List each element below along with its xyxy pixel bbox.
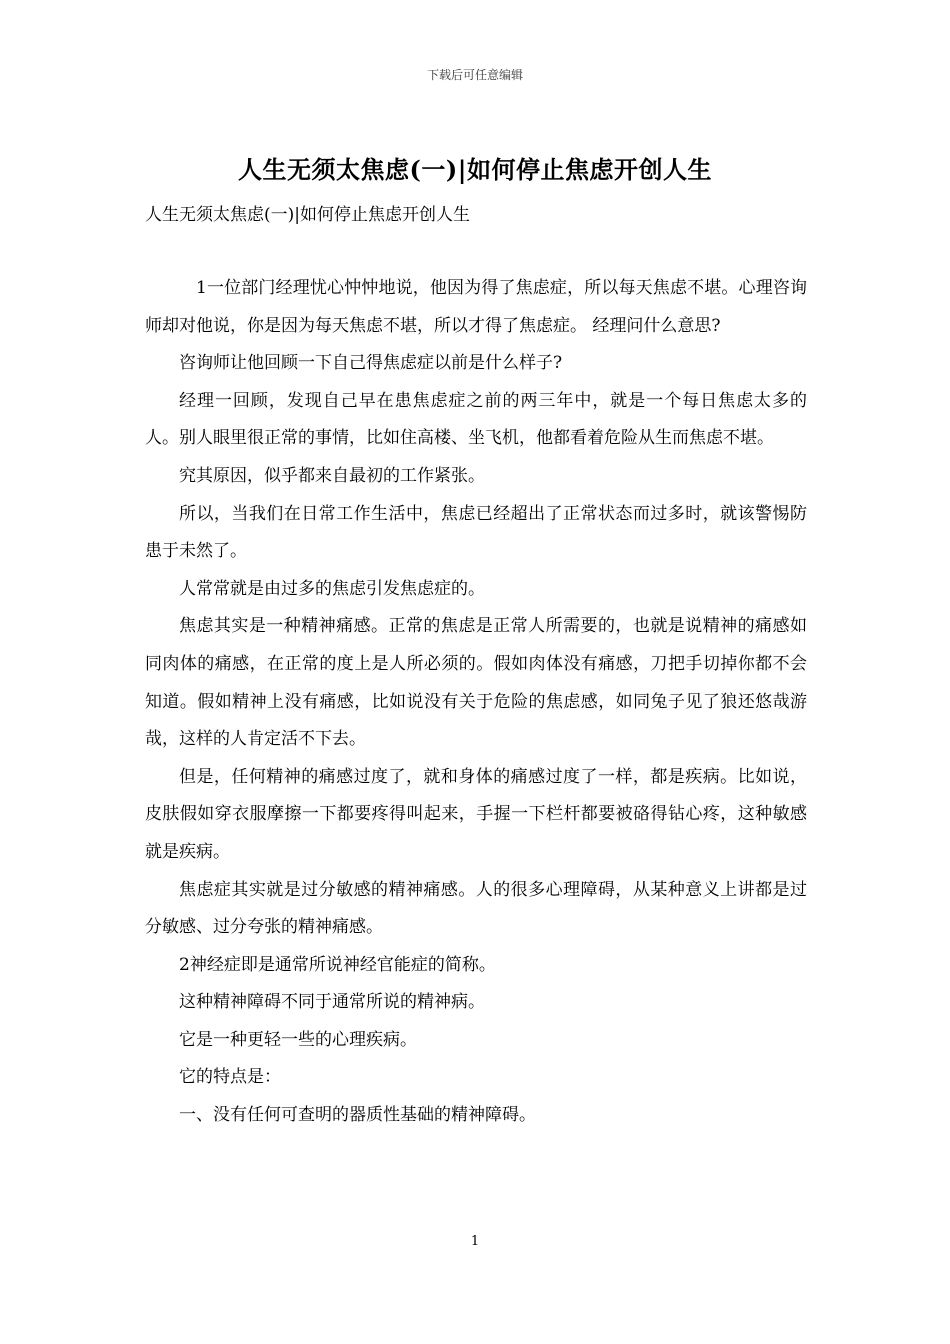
paragraph: 焦虑症其实就是过分敏感的精神痛感。人的很多心理障碍，从某种意义上讲都是过分敏感、过分夸张的精神痛感。 [145,879,807,938]
paragraph: 焦虑其实是一种精神痛感。正常的焦虑是正常人所需要的，也就是说精神的痛感如同肉体的痛感，在正常的度上是人所必须的。假如肉体没有痛感，刀把手切掉你都不会知道。假如精神上没有痛感，比如说没有关于危险的焦虑感，如同兔子见了狼还悠哉游哉，这样的人肯定活不下去。 [145,616,807,750]
paragraph: 究其原因，似乎都来自最初的工作紧张。 [179,465,485,486]
page-header-note: 下载后可任意编辑 [426,68,523,82]
paragraph: 它的特点是： [179,1067,281,1088]
paragraph: 一、没有任何可查明的器质性基础的精神障碍。 [179,1105,536,1126]
document-body [145,270,807,1135]
paragraph: 经理一回顾，发现自己早在患焦虑症之前的两三年中，就是一个每日焦虑太多的人。别人眼里很正常的事情，比如住高楼、坐飞机，他都看着危险从生而焦虑不堪。 [145,390,807,449]
paragraph: 但是，任何精神的痛感过度了，就和身体的痛感过度了一样，都是疾病。比如说，皮肤假如穿衣服摩擦一下都要疼得叫起来，手握一下栏杆都要被硌得钻心疼，这种敏感就是疾病。 [145,766,807,862]
page-number: 1 [470,1234,480,1249]
paragraph: 2神经症即是通常所说神经官能症的简称。 [179,954,496,975]
paragraph: 咨询师让他回顾一下自己得焦虑症以前是什么样子? [179,353,563,374]
paragraph: 所以，当我们在日常工作生活中，焦虑已经超出了正常状态而过多时，就该警惕防患于未然了。 [145,503,807,562]
paragraph: 1一位部门经理忧心忡忡地说，他因为得了焦虑症，所以每天焦虑不堪。心理咨询师却对他说，你是因为每天焦虑不堪，所以才得了焦虑症。 经理问什么意思? [145,278,807,336]
document-title: 人生无须太焦虑(一)|如何停止焦虑开创人生 [238,155,712,184]
paragraph: 它是一种更轻一些的心理疾病。 [179,1029,417,1050]
paragraph: 人常常就是由过多的焦虑引发焦虑症的。 [179,578,485,599]
paragraph: 这种精神障碍不同于通常所说的精神病。 [179,992,485,1013]
document-subtitle: 人生无须太焦虑(一)|如何停止焦虑开创人生 [145,205,470,225]
